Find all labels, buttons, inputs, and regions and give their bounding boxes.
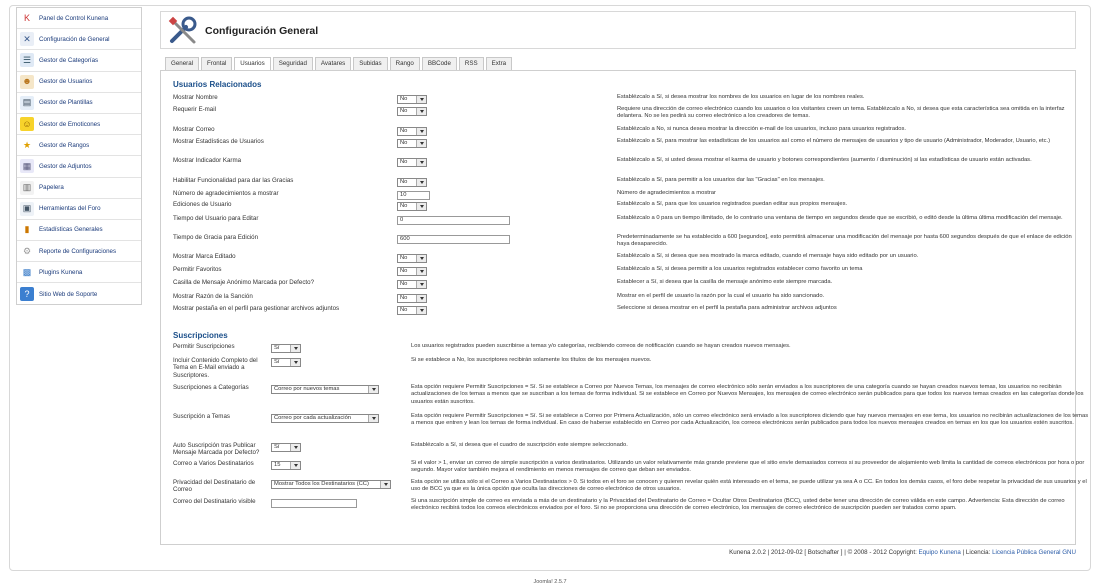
sidebar-item-label: Estadísticas Generales [39,226,103,234]
setting-select[interactable] [397,127,427,136]
section-title-users: Usuarios Relacionados [173,80,262,89]
kunena-logo-icon: K [20,11,34,25]
sidebar-item-label: Panel de Control Kunena [39,14,109,22]
chevron-down-icon [290,345,300,352]
setting-label: Correo del Destinatario visible [173,498,256,505]
attachment-icon: ▦ [20,159,34,173]
setting-description: Establecer a Sí, si desea que la casilla de mensaje anónimo este siempre marcada. [617,279,833,285]
setting-select[interactable] [397,139,427,148]
setting-label: Privacidad del Destinatario de Correo [173,479,256,494]
setting-value: 15 [274,462,281,468]
setting-value: No [400,255,408,261]
sidebar-item-label: Gestor de Rangos [39,141,90,149]
setting-description: Si una suscripción simple de correo es enviada a más de un destinatario y la Privacidad del Destinatario de Correo = Ocultar Otros Destinatarios (BCC), usted debe tener una dirección de correo válida en este campo. Advertencia: Esta dirección de correo electrónico recibirá todos los correos electrónicos enviados por el foro. Si no se proporciona una dirección de correo electrónico, los mensajes de correo electrónico de suscripción pueden ser tratados como spam. [411,498,1065,512]
chevron-down-icon [290,462,300,469]
footer [160,549,1076,556]
setting-select[interactable] [271,443,301,452]
setting-description: Seleccione si desea mostrar en el perfil la pestaña para administrar archivos adjuntos [617,305,837,311]
setting-value: 0 [400,217,404,223]
setting-label: Requerir E-mail [173,106,216,113]
chevron-down-icon [416,203,426,210]
setting-description: Establézcalo a Sí, si desea que sea mostrado la marca editado, cuando el mensaje haya sido editado por un usuario. [617,253,919,259]
footer-license-link[interactable]: Licencia Pública General GNU [992,549,1076,556]
setting-select[interactable] [271,358,301,367]
sidebar-item-5[interactable] [17,114,141,135]
sidebar-item-12[interactable] [17,262,141,283]
setting-label: Mostrar Correo [173,126,215,133]
tab-5[interactable]: Subidas [353,57,387,70]
sidebar-item-2[interactable] [17,50,141,71]
setting-description: Establézcalo a Sí, para mostrar las estadísticas de los usuarios así como el número de mensajes de usuarios y tipo de usuario (Administrador, Moderador, Usuario, etc.) [617,138,1051,144]
support-icon: ? [20,287,34,301]
setting-label: Incluir Contenido Completo del Tema en E-Mail enviado a Suscriptores. [173,357,258,379]
sidebar-item-label: Gestor de Categorías [39,56,99,64]
sidebar-item-label: Gestor de Usuarios [39,78,93,86]
setting-input[interactable] [397,216,510,225]
setting-description: Mostrar en el perfil de usuario la razón por la cual el usuario ha sido sancionado. [617,293,825,299]
star-icon: ★ [20,138,34,152]
setting-select[interactable] [397,254,427,263]
setting-description: Si el valor > 1, enviar un correo de simple suscripción a varios destinatarios. Utilizando un valor relativamente más grande previene que el sitio envíe demasiados correos si su proveedor de alojamiento web limita la cantidad de correos electrónicos por hora o por segundo. Mayor valor también mejora el rendimiento en menos mensajes de correo que deban ser enviados. [411,460,1085,474]
setting-value: No [400,128,408,134]
categories-icon: ☰ [20,53,34,67]
setting-value: No [400,281,408,287]
setting-label: Permitir Favoritos [173,266,222,273]
tools-icon [167,15,199,47]
footer-license-label: | Licencia: [960,549,991,556]
sidebar-item-7[interactable] [17,156,141,177]
setting-label: Mostrar Indicador Karma [173,157,242,164]
sidebar-item-4[interactable] [17,93,141,114]
footer-version: Kunena 2.0.2 | 2012-09-02 [ Botschafter ] | © 2008 - 2012 Copyright: [729,549,917,556]
setting-select[interactable] [397,202,427,211]
sidebar-item-10[interactable] [17,220,141,241]
setting-description: Predeterminadamente se ha establecido a 600 [segundos], esto permitirá almacenar una modificación del mensaje por hasta 600 segundos después de que el enlace de edición haya desaparecido. [617,234,1072,248]
setting-select[interactable] [397,267,427,276]
setting-description: Los usuarios registrados pueden suscribirse a temas y/o categorías, recibiendo correos de notificación cuando se hayan creados nuevos mensajes. [411,343,791,349]
setting-label: Suscripciones a Categorías [173,384,249,391]
sidebar-item-label: Papelera [39,184,64,192]
setting-select[interactable] [271,414,379,423]
forum-tools-icon: ▣ [20,202,34,216]
report-icon: ⚙ [20,244,34,258]
sidebar-item-label: Reporte de Configuraciones [39,247,117,255]
setting-input[interactable] [397,191,430,200]
chevron-down-icon [416,268,426,275]
plugins-icon: ▩ [20,265,34,279]
tab-8[interactable]: RSS [459,57,484,70]
setting-description: Establézcalo a Sí, si desea mostrar los nombres de los usuarios en lugar de los nombres reales. [617,94,865,100]
setting-label: Habilitar Funcionalidad para dar las Gracias [173,177,294,184]
sidebar-item-label: Gestor de Plantillas [39,99,93,107]
setting-select[interactable] [397,107,427,116]
setting-input[interactable] [397,235,510,244]
setting-label: Mostrar Estadísticas de Usuarios [173,138,264,145]
trash-icon: ▥ [20,181,34,195]
chevron-down-icon [416,159,426,166]
setting-select[interactable] [397,95,427,104]
chevron-down-icon [380,481,390,488]
chevron-down-icon [290,444,300,451]
chevron-down-icon [368,386,378,393]
sidebar-item-label: Configuración de General [39,35,110,43]
chevron-down-icon [416,179,426,186]
setting-description: Si se establece a No, los suscriptores recibirán solamente los títulos de los mensajes nuevos. [411,357,652,363]
setting-description: Establézcalo a Sí, si desea que el cuadro de suscripción este siempre seleccionado. [411,442,628,448]
setting-description: Requiere una dirección de correo electrónico cuando los usuarios o los visitantes creen un tema. Establézcalo a No, si desea que esta característica sea omitida en la interfaz delantera. No se les pedirá su correo electrónico a los creadores de temas. [617,106,1065,120]
setting-value: No [400,108,408,114]
chevron-down-icon [416,281,426,288]
section-title-subscriptions: Suscripciones [173,331,228,340]
setting-value: Correo por cada actualización [274,415,352,421]
chevron-down-icon [416,307,426,314]
setting-value: No [400,295,408,301]
setting-value: No [400,268,408,274]
tab-0[interactable]: General [165,57,199,70]
setting-description: Esta opción se utiliza sólo si el Correo a Varios Destinatarios > 0. Si todos en el foro se conocen y quieren revelar quién está interesado en el tema, se puede utilizar ya sea A o CC. En todos los demás casos, el foro debe respetar la privacidad de sus usuarios y el uso de BCC ya que es la única opción que oculta las direcciones de correo electrónico de otros usuarios. [411,479,1087,493]
setting-value: No [400,140,408,146]
setting-value: Sí [274,444,280,450]
sidebar-item-label: Gestor de Adjuntos [39,162,92,170]
setting-value: No [400,159,408,165]
setting-select[interactable] [271,480,391,489]
setting-label: Permitir Suscripciones [173,343,235,350]
setting-select[interactable] [397,280,427,289]
setting-description: Establézcalo a 0 para un tiempo ilimitado, de lo contrario una ventana de tiempo en segundos desde que se escribió, o editó desde la última última modificación del mensaje. [617,215,1063,221]
setting-select[interactable] [271,385,379,394]
sidebar-item-label: Plugins Kunena [39,268,83,276]
tools-icon: ✕ [20,32,34,46]
chevron-down-icon [290,359,300,366]
chevron-down-icon [416,255,426,262]
sidebar-item-1[interactable] [17,29,141,50]
tab-4[interactable]: Avatares [315,57,351,70]
setting-value: No [400,203,408,209]
setting-label: Mostrar pestaña en el perfil para gestionar archivos adjuntos [173,305,340,312]
setting-description: Número de agradecimientos a mostrar [617,190,716,196]
sidebar-item-3[interactable] [17,72,141,93]
setting-select[interactable] [397,294,427,303]
chevron-down-icon [416,96,426,103]
chevron-down-icon [416,140,426,147]
chevron-down-icon [416,108,426,115]
setting-select[interactable] [271,344,301,353]
sidebar-item-6[interactable] [17,135,141,156]
stats-icon: ▮ [20,223,34,237]
sidebar-item-label: Herramientas del Foro [39,205,101,213]
sidebar-item-9[interactable] [17,199,141,220]
setting-value: Sí [274,345,280,351]
page-title: Configuración General [205,25,319,37]
setting-label: Tiempo de Gracia para Edición [173,234,259,241]
setting-value: No [400,96,408,102]
footer-team-link[interactable]: Equipo Kunena [918,549,961,556]
smiley-icon: ☺ [20,117,34,131]
setting-label: Tiempo del Usuario para Editar [173,215,259,222]
chevron-down-icon [416,128,426,135]
setting-label: Número de agradecimientos a mostrar [173,190,279,197]
setting-label: Mostrar Nombre [173,94,218,101]
setting-description: Establézcalo a Sí, para que los usuarios registrados puedan editar sus propios mensajes. [617,201,848,207]
tab-bar [165,57,514,70]
page-header [160,11,1076,49]
setting-select[interactable] [397,158,427,167]
tab-3[interactable]: Seguridad [273,57,313,70]
setting-description: Establézcalo a No, si nunca desea mostrar la dirección e-mail de los usuarios, incluso para usuarios registrados. [617,126,907,132]
sidebar-item-13[interactable] [17,283,141,304]
tab-7[interactable]: BBCode [422,57,457,70]
chevron-down-icon [368,415,378,422]
sidebar-item-label: Gestor de Emoticones [39,120,101,128]
setting-input[interactable] [271,499,357,508]
tab-6[interactable]: Rango [390,57,420,70]
setting-value: Sí [274,359,280,365]
setting-label: Mostrar Razón de la Sanción [173,293,253,300]
chevron-down-icon [416,295,426,302]
setting-value: No [400,179,408,185]
setting-label: Casilla de Mensaje Anónimo Marcada por Defecto? [173,279,315,286]
templates-icon: ▤ [20,96,34,110]
cms-version: Joomla! 2.5.7 [533,579,567,585]
sidebar-item-label: Sitio Web de Soporte [39,290,98,298]
users-icon: ☻ [20,75,34,89]
setting-description: Establézcalo a Sí, si desea permitir a los usuarios registrados establecer como favorito un tema [617,266,863,272]
setting-label: Correo a Varios Destinatarios [173,460,254,467]
tab-1[interactable]: Frontal [201,57,232,70]
setting-label: Ediciones de Usuario [173,201,232,208]
tab-9[interactable]: Extra [486,57,512,70]
sidebar-item-8[interactable] [17,178,141,199]
sidebar-item-11[interactable] [17,241,141,262]
setting-value: 600 [400,236,410,242]
setting-description: Esta opción requiere Permitir Suscripciones = Sí. Si se establece a Correo por Primera Actualización, sólo un correo electrónico será enviado a los suscriptores diciendo que hay nuevos mensajes en ese tema, los usuarios no recibirán actualizaciones de los temas a menos que entren y lean los temas de forma individual. En caso de haberse establecido en Correo por cada Actualización, los correos electrónicos serán publicados para todos los nuevos mensajes creados en temas en los que los usuarios estén suscritos. [411,413,1089,427]
tab-2[interactable]: Usuarios [234,57,270,71]
setting-value: 10 [400,192,407,198]
setting-label: Suscripción a Temas [173,413,230,420]
setting-value: No [400,307,408,313]
sidebar [16,7,142,305]
setting-select[interactable] [271,461,301,470]
setting-value: Correo por nuevos temas [274,386,340,392]
setting-label: Mostrar Marca Editado [173,253,236,260]
setting-description: Establézcalo a Sí, para permitir a los usuarios dar las "Gracias" en los mensajes. [617,177,825,183]
setting-select[interactable] [397,178,427,187]
setting-description: Establézcalo a Sí, si usted desea mostrar el karma de usuario y botones correspondientes (aumento / disminución) si las estadísticas de usuario están activadas. [617,157,1032,163]
sidebar-item-0[interactable] [17,8,141,29]
setting-description: Esta opción requiere Permitir Suscripciones = Sí. Si se establece a Correo por Nuevos Temas, los mensajes de correo electrónico sólo serán enviados a los suscriptores de una categoría cuando se hayan creados nuevos temas, los usuarios no recibirán actualizaciones de los temas a menos que se suscriban a los temas de forma individual. Si se establece en Correo por Nuevos Mensajes, los mensajes de correo electrónico serán publicados para que todos los nuevos temas creados en las categorías donde los usuarios están suscritos. [411,384,1084,405]
setting-value: Mostrar Todos los Destinatarios (CC) [274,481,369,487]
setting-label: Auto Suscripción tras Publicar Mensaje Marcada por Defecto? [173,442,260,457]
setting-select[interactable] [397,306,427,315]
